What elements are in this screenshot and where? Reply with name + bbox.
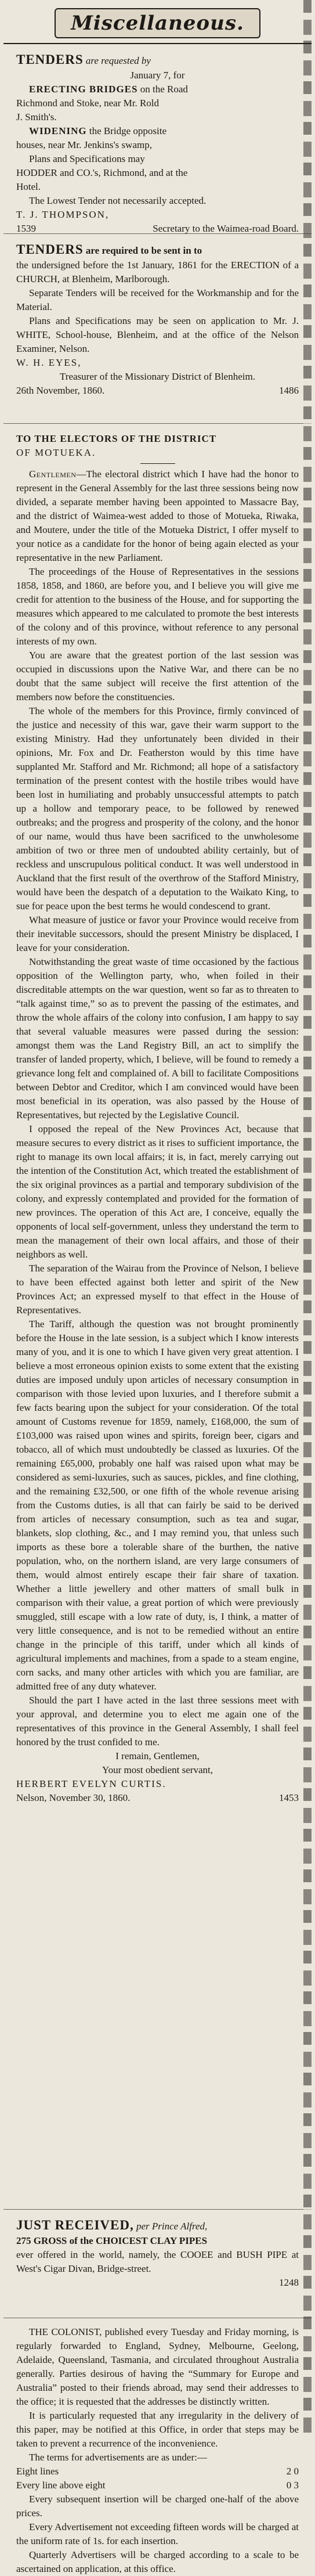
address-headline: TO THE ELECTORS OF THE DISTRICT — [16, 433, 217, 444]
ad-headline: TENDERS are required to be sent in to — [16, 242, 202, 257]
address-paragraph: I opposed the repeal of the New Provinces Act, because that measure secures to every district as it rises to sufficient importance, the right to manage its own local affairs; it is, in fact, merely carrying out the intention of the Constitution Act, which treated the establishment of the six original provinces as a partial and temporary subdivision of the colony, and expressly contemplated and provided for the formation of new provinces. The operation of this Act are, I conceive, equally the opponents of local self-government, unless they understand the term to mean the management of their own local affairs, and those of their neighbors as well. — [16, 1123, 299, 1260]
torn-page-edge — [303, 0, 312, 2433]
ad-line: ever offered in the world, namely, the COOEE and BUSH PIPE at West's Cigar Divan, Bridge-street. — [16, 2249, 299, 2274]
ad-date: 26th November, 1860. — [16, 385, 105, 396]
notice-paragraph: The terms for advertisements are as under:— — [29, 2452, 207, 2463]
ad-footer-row — [16, 384, 299, 398]
notice-paragraph: Every subsequent insertion will be charged one-half of the above prices. — [16, 2494, 299, 2519]
ad-line: 275 GROSS of the CHOICEST CLAY PIPES — [16, 2235, 208, 2246]
ad-line: Richmond and Stoke, near Mr. Rold — [16, 98, 160, 109]
ad-number: 1486 — [279, 385, 299, 396]
ad-signatory: T. J. THOMPSON, — [16, 209, 110, 220]
newspaper-page — [3, 0, 312, 2574]
notice-the-colonist — [3, 2318, 312, 2574]
address-paragraph: What measure of justice or favor your Province would receive from their inevitable successors, should the present Ministry be displaced, I leave for your consideration. — [16, 914, 299, 953]
rate-label: Eight lines — [16, 2466, 59, 2477]
closing-phrase: Your most obedient servant, — [102, 1764, 213, 1775]
rate-label: Every line above eight — [16, 2480, 106, 2491]
ad-number: 1248 — [279, 2277, 299, 2288]
advertisement-electors-address — [3, 424, 312, 2210]
ad-line: ERECTING BRIDGES on the Road — [29, 84, 188, 95]
address-subheadline: OF MOTUEKA. — [16, 447, 96, 458]
ad-line: The Lowest Tender not necessarily accepted. — [29, 195, 207, 206]
ad-number: 1453 — [279, 1792, 299, 1803]
address-paragraph: You are aware that the greatest portion of the last session was occupied in discussions upon the Native War, and there can be no doubt that the same subject will receive the first attention of the members now before the constituencies. — [16, 650, 299, 702]
closing-salutation: I remain, Gentlemen, — [115, 1750, 200, 1761]
ad-footer-row — [16, 1791, 299, 1805]
notice-paragraph: Quarterly Advertisers will be charged according to a scale to be ascertained on application, at this office. — [16, 2549, 299, 2574]
rate-price: 2 0 — [286, 2466, 299, 2477]
ad-paragraph: the undersigned before the 1st January, 1861 for the ERECTION of a CHURCH, at Blenheim, Marlborough. — [16, 260, 299, 284]
ad-paragraph: Separate Tenders will be received for the Workmanship and for the Material. — [16, 287, 299, 312]
ad-signatory-title: Secretary to the Waimea-road Board. — [153, 223, 299, 234]
ad-line: WIDENING the Bridge opposite — [29, 125, 167, 136]
address-paragraph: The separation of the Wairau from the Province of Nelson, I believe to have been effected against both letter and spirit of the New Provinces Act; an expressed myself to that effect in the House of Representatives. — [16, 1263, 299, 1316]
advertisement-clay-pipes — [3, 2210, 312, 2318]
advertisement-church-tenders — [3, 234, 312, 424]
notice-paragraph: THE COLONIST, published every Tuesday and Friday morning, is regularly forwarded to England, Sydney, Melbourne, Geelong, Adelaide, Queensland, Tasmania, and circulated throughout Australia generally. Parties desirous of having the “Summary for Europe and Australia” posted to their friends abroad, may send their addresses to the office; it is requested that the addresses be distinctly written. — [16, 2326, 299, 2407]
address-paragraph: The Tariff, although the question was not brought prominently before the House in the late session, is a subject which I know interests many of you, and it is one to which I have given very great attention. I believe a most erroneous opinion exists to some extent that the existing duties are imposed unduly upon articles of necessary consumption in comparison with those levied upon luxuries, and I therefore submit a few facts bearing upon the subject for your consideration. Of the total amount of Customs revenue for 1859, namely, £168,000, the sum of £103,000 was raised upon wines and spirits, foreign beer, cigars and tobacco, all of which must undoubtedly be classed as luxuries. Of the remaining £65,000, probably one half was raised upon what may be considered as semi-luxuries, such as sauces, pickles, and fine clothing, and the remaining £32,500, or one fifth of the whole revenue arising from the Customs duties, is all that can fairly be said to be derived from articles of necessary consumption, such as tea and sugar, blankets, slop clothing, &c., and I may remind you, that unless such imports as these bore a tolerable share of the burthen, the native population, who, on the northern island, are very large consumers of them, would almost entirely escape their fair share of taxation. Whether a little jewellery and other matters of small bulk in comparison with their value, a great portion of which were previously smuggled, still escape with a low rate of duty, is, I think, a matter of very little consequence, and is not to be remedied without an entire change in the principle of this tariff, under which all kinds of agricultural implements and machines, from a spade to a steam engine, corn sacks, and many other articles with which you are familiar, are admitted free of any duty whatever. — [16, 1318, 299, 1692]
notice-paragraph: Every Advertisement not exceeding fifteen words will be charged at the uniform rate of 1s. for each insertion. — [16, 2521, 299, 2546]
ad-headline: TENDERS are requested by — [16, 52, 151, 67]
rate-price: 0 3 — [286, 2480, 299, 2491]
ad-line: houses, near Mr. Jenkins's swamp, — [16, 139, 152, 150]
ad-paragraph: Plans and Specifications may be seen on application to Mr. J. WHITE, School-house, Blenheim, and at the office of the Nelson Examiner, Nelson. — [16, 315, 299, 354]
ad-signatory: W. H. EYES, — [16, 357, 82, 368]
divider — [140, 463, 175, 464]
rate-row — [16, 2465, 299, 2478]
address-paragraph: Should the part I have acted in the last three sessions meet with your approval, and determine you to elect me again one of the representatives of this province in the General Assembly, I shall feel honored by the trust confided to me. — [16, 1695, 299, 1748]
address-paragraph: The whole of the members for this Province, firmly convinced of the justice and necessity of this war, gave their warm support to the existing Ministry. Had they unfortunately been divided in their opinions, Mr. Fox and Dr. Featherston would by this time have supplanted Mr. Stafford and Mr. Richmond; all hope of a satisfactory termination of the present contest with the hostile tribes would have been lost in humiliating and probably unsuccessful attempts to patch up a hollow and temporary peace, to be followed by renewed outbreaks; and the progress and prosperity of the colony, and the honor of our name, would thus have been sacrificed to the unwholesome ambition of two or three men of undoubted ability certainly, but of reckless and unscrupulous political conduct. It was well understood in Auckland that the first result of the overthrow of the Stafford Ministry, would have been the despatch of a deputation to the Waikato King, to sue for peace upon the best terms he would condescend to grant. — [16, 705, 299, 911]
address-paragraph: The proceedings of the House of Representatives in the sessions 1858, 1858, and 1860, are before you, and I believe you will give me credit for attention to the business of the House, and for supporting the measures which appeared to me calculated to promote the best interests of the colony and of this province, without reference to any personal interests of my own. — [16, 566, 299, 647]
ad-line: Plans and Specifications may — [29, 153, 145, 164]
ad-line: Hotel. — [16, 181, 41, 192]
advertisement-bridge-tenders — [3, 44, 312, 234]
notice-paragraph: It is particularly requested that any irregularity in the delivery of this paper, may be notified at this Office, in order that steps may be taken to prevent a recurrence of the inconvenience. — [16, 2410, 299, 2449]
section-title: Miscellaneous. — [55, 8, 260, 38]
ad-number: 1539 — [16, 223, 36, 234]
ad-signatory-title: Treasurer of the Missionary District of Blenheim. — [60, 371, 255, 382]
ad-date: Nelson, November 30, 1860. — [16, 1792, 131, 1803]
address-paragraph: Gentlemen—The electoral district which I have had the honor to represent in the General Assembly for the last three sessions being now divided, a separate member having been appointed to Massacre Bay, and the district of Waimea-west added to those of Motueka, Riwaka, and Moutere, under the title of the Motueka District, I offer myself to your notice as a candidate for the honor of being again elected as your representative in the new Parliament. — [16, 469, 299, 563]
rate-row — [16, 2478, 299, 2492]
ad-headline: JUST RECEIVED, per Prince Alfred, — [16, 2218, 208, 2232]
address-signatory: HERBERT EVELYN CURTIS. — [16, 1778, 166, 1789]
ad-date-line: January 7, for — [130, 70, 185, 81]
ad-line: HODDER and CO.'s, Richmond, and at the — [16, 167, 188, 178]
ad-line: J. Smith's. — [16, 111, 57, 123]
section-masthead — [3, 0, 312, 44]
address-paragraph: Notwithstanding the great waste of time occasioned by the factious opposition of the Wellington party, who, when foiled in their discreditable attempts on the war question, went so far as to threaten to “talk against time,” so as to prevent the passing of the estimates, and throw the whole affairs of the colony into confusion, I am happy to say that several valuable measures were passed during the session: amongst them was the Land Registry Bill, an act to simplify the transfer of landed property, which, I believe, will be found to remedy a grievance long felt and complained of. A bill to facilitate Compositions between Debtor and Creditor, which I am convinced would have been most beneficial in its operation, was also passed by the House of Representatives, but rejected by the Legislative Council. — [16, 956, 299, 1121]
